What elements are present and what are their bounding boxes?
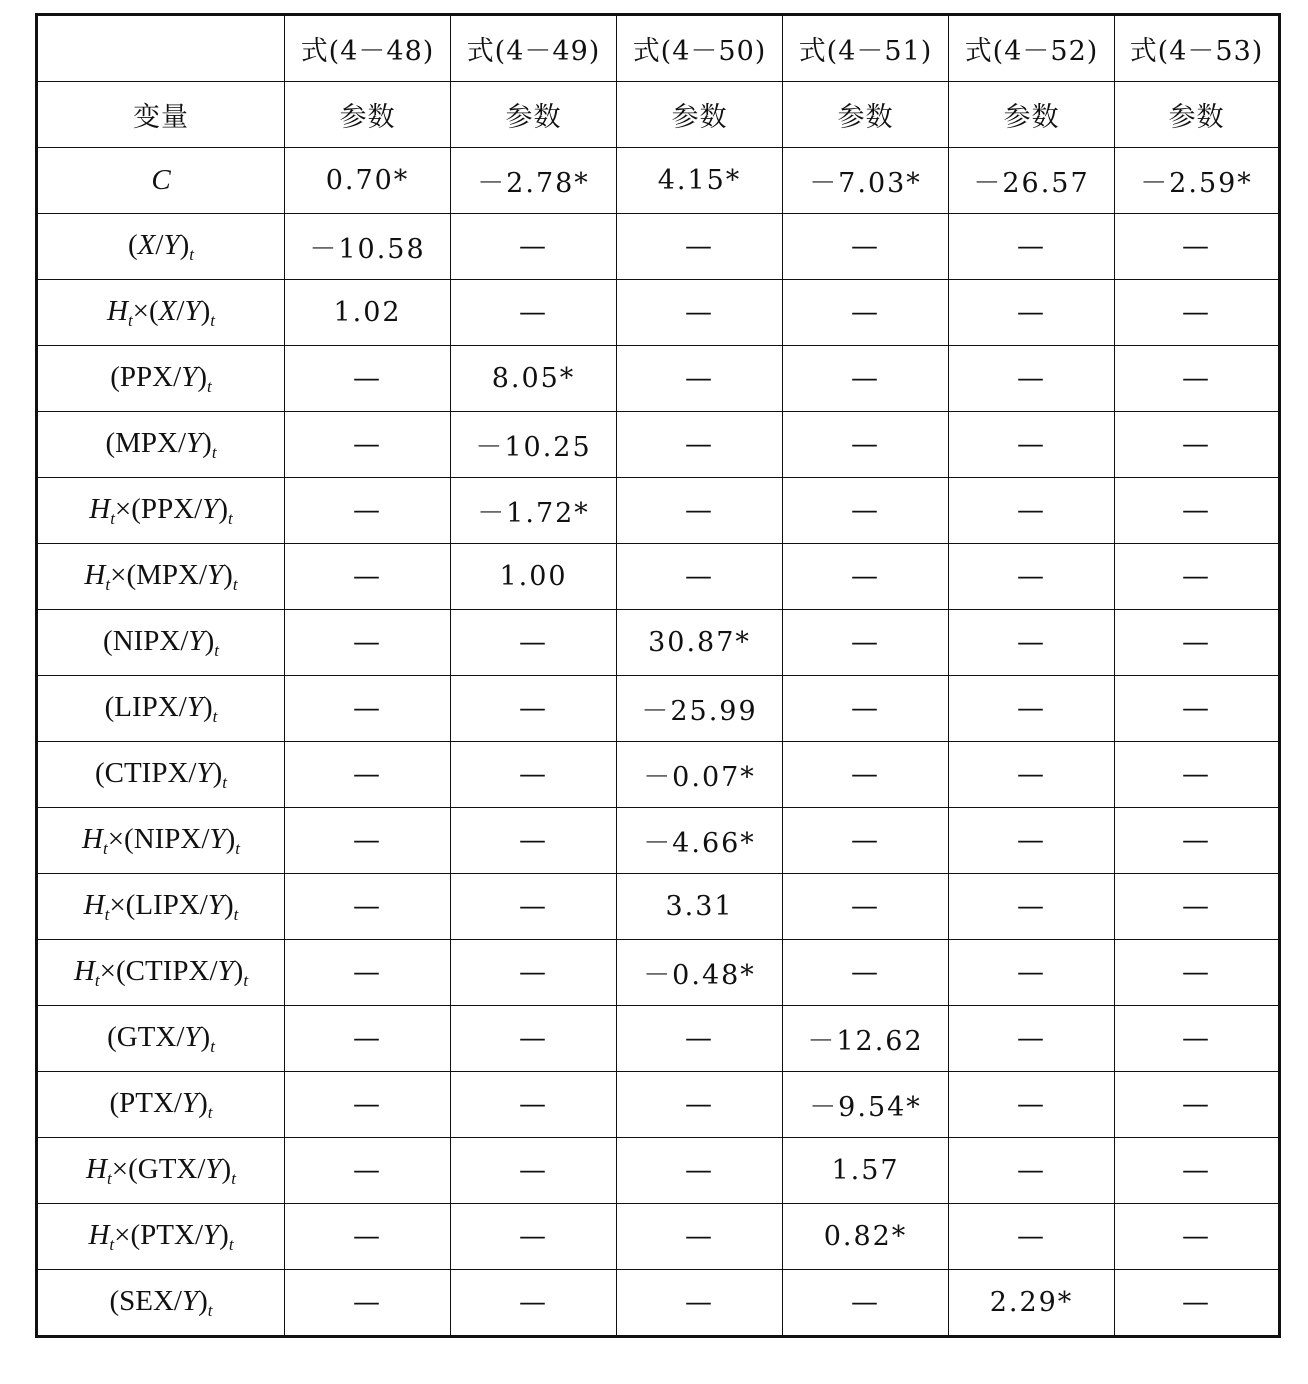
- equation-header-cell: 式(4－52): [949, 15, 1115, 82]
- variable-cell: $H_t\times(GTX/Y)_t$: [37, 1138, 285, 1204]
- parameter-value-cell: —: [617, 478, 783, 544]
- parameter-value-cell: —: [783, 412, 949, 478]
- parameter-value-cell: —: [1115, 676, 1280, 742]
- equation-header-cell: 式(4－51): [783, 15, 949, 82]
- variable-cell: $(PPX/Y)_t$: [37, 346, 285, 412]
- table-row: [37, 1204, 1280, 1270]
- parameter-value-cell: —: [1115, 412, 1280, 478]
- variable-cell: $H_t\times(PTX/Y)_t$: [37, 1204, 285, 1270]
- variable-cell: C: [37, 148, 285, 214]
- parameter-column-header: 参数: [285, 82, 451, 148]
- table-row: [37, 544, 1280, 610]
- equation-header-cell: 式(4－49): [451, 15, 617, 82]
- parameter-value-cell: —: [285, 1270, 451, 1337]
- parameter-value-cell: —: [285, 544, 451, 610]
- parameter-value-cell: —: [783, 940, 949, 1006]
- parameter-value-cell: —: [949, 874, 1115, 940]
- parameter-value-cell: —: [1115, 1072, 1280, 1138]
- parameter-value-cell: —: [617, 412, 783, 478]
- variable-cell: $(SEX/Y)_t$: [37, 1270, 285, 1337]
- parameter-value-cell: —: [617, 1072, 783, 1138]
- parameter-value-cell: —: [285, 676, 451, 742]
- table-row: [37, 1072, 1280, 1138]
- variable-cell: $H_t\times(NIPX/Y)_t$: [37, 808, 285, 874]
- table-row: [37, 214, 1280, 280]
- parameter-value-cell: 30.87*: [617, 610, 783, 676]
- table-row: [37, 610, 1280, 676]
- parameter-value-cell: —: [285, 940, 451, 1006]
- parameter-value-cell: —: [949, 214, 1115, 280]
- parameter-value-cell: —: [285, 808, 451, 874]
- parameter-value-cell: －9.54*: [783, 1072, 949, 1138]
- parameter-value-cell: —: [1115, 1138, 1280, 1204]
- variable-cell: $(LIPX/Y)_t$: [37, 676, 285, 742]
- parameter-column-header: 参数: [1115, 82, 1280, 148]
- parameter-value-cell: —: [949, 478, 1115, 544]
- parameter-value-cell: 0.82*: [783, 1204, 949, 1270]
- variable-cell: $H_t\times(X/Y)_t$: [37, 280, 285, 346]
- parameter-value-cell: 1.00: [451, 544, 617, 610]
- parameter-value-cell: —: [285, 346, 451, 412]
- parameter-value-cell: —: [949, 1138, 1115, 1204]
- parameter-value-cell: —: [617, 280, 783, 346]
- parameter-value-cell: —: [451, 214, 617, 280]
- parameter-value-cell: —: [783, 544, 949, 610]
- parameter-value-cell: —: [1115, 742, 1280, 808]
- parameter-value-cell: －4.66*: [617, 808, 783, 874]
- subheader-row: [37, 82, 1280, 148]
- parameter-value-cell: －26.57: [949, 148, 1115, 214]
- header-corner-cell: [37, 15, 285, 82]
- parameter-value-cell: —: [451, 280, 617, 346]
- table-row: [37, 148, 1280, 214]
- table-row: [37, 1006, 1280, 1072]
- parameter-value-cell: —: [783, 346, 949, 412]
- parameter-value-cell: —: [949, 742, 1115, 808]
- parameter-value-cell: —: [949, 676, 1115, 742]
- parameter-value-cell: —: [451, 742, 617, 808]
- table-row: [37, 874, 1280, 940]
- parameter-value-cell: —: [451, 1138, 617, 1204]
- parameter-value-cell: 1.57: [783, 1138, 949, 1204]
- parameter-value-cell: 8.05*: [451, 346, 617, 412]
- parameter-value-cell: —: [949, 1204, 1115, 1270]
- table-row: [37, 412, 1280, 478]
- parameter-value-cell: 3.31: [617, 874, 783, 940]
- parameter-value-cell: —: [617, 214, 783, 280]
- parameter-value-cell: —: [451, 676, 617, 742]
- variable-cell: $H_t\times(PPX/Y)_t$: [37, 478, 285, 544]
- parameter-column-header: 参数: [783, 82, 949, 148]
- parameter-value-cell: －25.99: [617, 676, 783, 742]
- table-row: [37, 346, 1280, 412]
- table-row: [37, 478, 1280, 544]
- variable-cell: $H_t\times(LIPX/Y)_t$: [37, 874, 285, 940]
- variable-cell: $(CTIPX/Y)_t$: [37, 742, 285, 808]
- parameter-value-cell: —: [1115, 610, 1280, 676]
- variable-column-header: 变量: [37, 82, 285, 148]
- parameter-value-cell: —: [285, 1138, 451, 1204]
- parameter-value-cell: —: [1115, 808, 1280, 874]
- parameter-value-cell: —: [1115, 1006, 1280, 1072]
- parameter-value-cell: —: [1115, 940, 1280, 1006]
- parameter-value-cell: —: [451, 940, 617, 1006]
- parameter-value-cell: —: [949, 346, 1115, 412]
- parameter-value-cell: —: [949, 412, 1115, 478]
- parameter-value-cell: —: [783, 676, 949, 742]
- parameter-value-cell: —: [1115, 1270, 1280, 1337]
- parameter-value-cell: —: [285, 610, 451, 676]
- table-row: [37, 280, 1280, 346]
- parameter-value-cell: —: [949, 1072, 1115, 1138]
- parameter-value-cell: —: [949, 1006, 1115, 1072]
- parameter-value-cell: —: [949, 940, 1115, 1006]
- parameter-value-cell: —: [1115, 1204, 1280, 1270]
- equation-header-cell: 式(4－53): [1115, 15, 1280, 82]
- parameter-value-cell: —: [783, 214, 949, 280]
- table-row: [37, 940, 1280, 1006]
- parameter-value-cell: —: [949, 544, 1115, 610]
- variable-cell: $(PTX/Y)_t$: [37, 1072, 285, 1138]
- parameter-value-cell: 1.02: [285, 280, 451, 346]
- parameter-value-cell: —: [783, 874, 949, 940]
- parameter-value-cell: —: [451, 610, 617, 676]
- parameter-value-cell: －10.25: [451, 412, 617, 478]
- variable-cell: $H_t\times(CTIPX/Y)_t$: [37, 940, 285, 1006]
- parameter-value-cell: —: [783, 478, 949, 544]
- equation-header-row: [37, 15, 1280, 82]
- equation-header-cell: 式(4－50): [617, 15, 783, 82]
- parameter-value-cell: —: [451, 808, 617, 874]
- parameter-value-cell: —: [285, 478, 451, 544]
- parameter-value-cell: 0.70*: [285, 148, 451, 214]
- parameter-value-cell: —: [1115, 280, 1280, 346]
- parameter-value-cell: —: [617, 1138, 783, 1204]
- parameter-value-cell: —: [451, 1072, 617, 1138]
- parameter-value-cell: －0.48*: [617, 940, 783, 1006]
- parameter-value-cell: —: [617, 346, 783, 412]
- equation-header-cell: 式(4－48): [285, 15, 451, 82]
- parameter-value-cell: —: [285, 742, 451, 808]
- variable-cell: $(NIPX/Y)_t$: [37, 610, 285, 676]
- table-row: [37, 676, 1280, 742]
- parameter-value-cell: —: [1115, 478, 1280, 544]
- parameter-value-cell: —: [617, 1204, 783, 1270]
- parameter-value-cell: —: [285, 412, 451, 478]
- parameter-value-cell: —: [451, 1270, 617, 1337]
- parameter-value-cell: —: [617, 544, 783, 610]
- table-row: [37, 742, 1280, 808]
- parameter-value-cell: —: [451, 1204, 617, 1270]
- parameter-value-cell: —: [949, 280, 1115, 346]
- parameter-column-header: 参数: [617, 82, 783, 148]
- variable-cell: $(GTX/Y)_t$: [37, 1006, 285, 1072]
- parameter-value-cell: —: [451, 874, 617, 940]
- parameter-value-cell: —: [783, 280, 949, 346]
- table-row: [37, 1138, 1280, 1204]
- parameter-value-cell: —: [1115, 544, 1280, 610]
- parameter-value-cell: —: [1115, 214, 1280, 280]
- parameter-value-cell: －0.07*: [617, 742, 783, 808]
- variable-cell: $H_t\times(MPX/Y)_t$: [37, 544, 285, 610]
- parameter-value-cell: —: [451, 1006, 617, 1072]
- parameter-value-cell: —: [617, 1006, 783, 1072]
- parameter-value-cell: －2.78*: [451, 148, 617, 214]
- parameter-value-cell: —: [783, 808, 949, 874]
- parameter-value-cell: —: [949, 610, 1115, 676]
- parameter-value-cell: —: [285, 1072, 451, 1138]
- parameter-value-cell: —: [1115, 874, 1280, 940]
- parameter-column-header: 参数: [451, 82, 617, 148]
- parameter-column-header: 参数: [949, 82, 1115, 148]
- variable-cell: $(MPX/Y)_t$: [37, 412, 285, 478]
- parameter-value-cell: －12.62: [783, 1006, 949, 1072]
- parameter-value-cell: —: [285, 1204, 451, 1270]
- parameter-value-cell: —: [1115, 346, 1280, 412]
- table-row: [37, 1270, 1280, 1337]
- parameter-value-cell: 4.15*: [617, 148, 783, 214]
- parameter-value-cell: －1.72*: [451, 478, 617, 544]
- parameter-value-cell: 2.29*: [949, 1270, 1115, 1337]
- parameter-value-cell: —: [285, 1006, 451, 1072]
- parameter-value-cell: —: [783, 610, 949, 676]
- regression-results-table: [35, 13, 1281, 1338]
- variable-cell: $(X/Y)_t$: [37, 214, 285, 280]
- parameter-value-cell: —: [783, 742, 949, 808]
- parameter-value-cell: —: [285, 874, 451, 940]
- parameter-value-cell: —: [783, 1270, 949, 1337]
- parameter-value-cell: －10.58: [285, 214, 451, 280]
- parameter-value-cell: —: [617, 1270, 783, 1337]
- parameter-value-cell: －7.03*: [783, 148, 949, 214]
- parameter-value-cell: －2.59*: [1115, 148, 1280, 214]
- parameter-value-cell: —: [949, 808, 1115, 874]
- table-row: [37, 808, 1280, 874]
